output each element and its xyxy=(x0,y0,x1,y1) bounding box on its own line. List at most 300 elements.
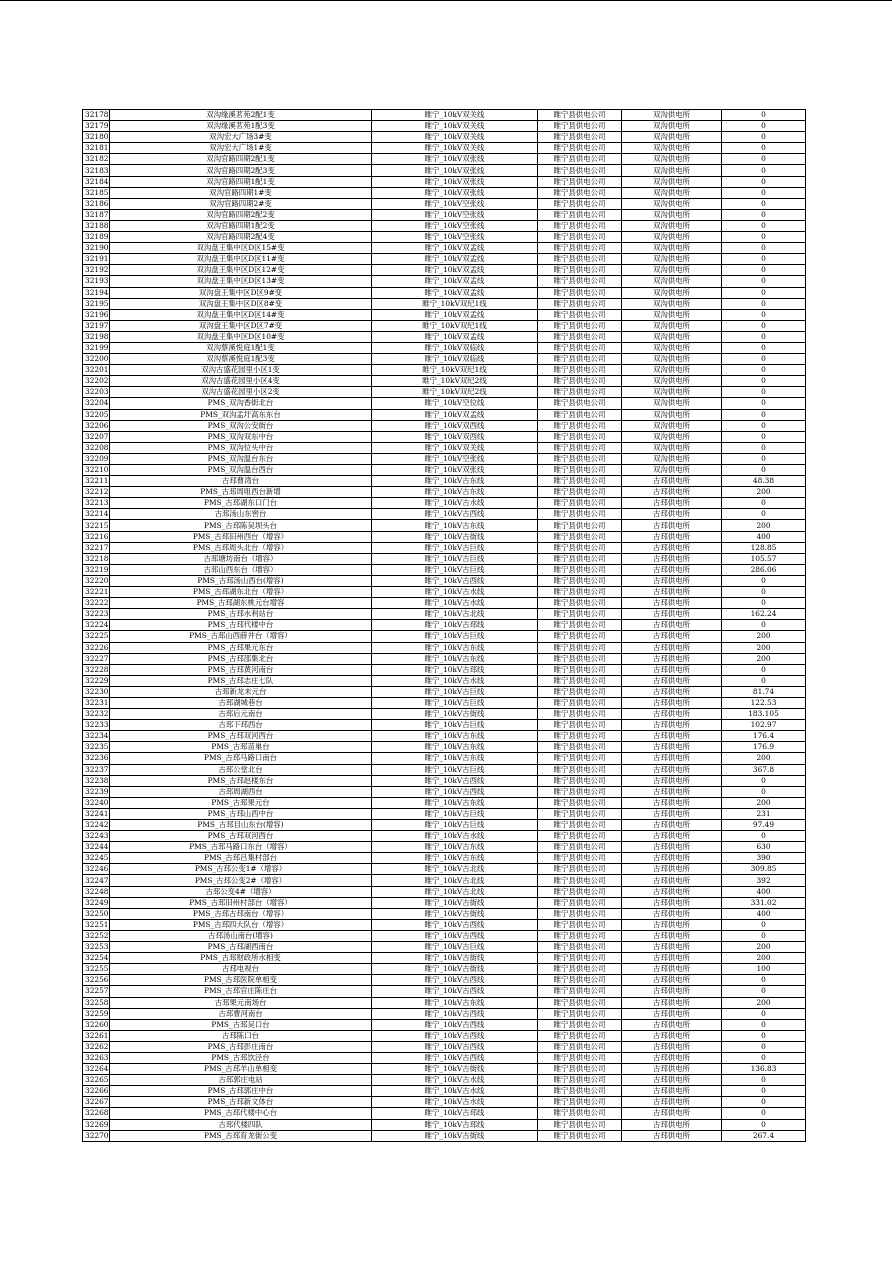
table-row xyxy=(83,642,806,653)
feeder-line-cell: 睢宁_10kV双关线 xyxy=(372,121,538,132)
station-cell: 双沟供电所 xyxy=(622,232,722,243)
row-id-cell: 32236 xyxy=(83,753,110,764)
table-row xyxy=(83,121,806,132)
table-row xyxy=(83,276,806,287)
feeder-line-cell: 睢宁_10kV空张线 xyxy=(372,232,538,243)
station-cell: 古邳供电所 xyxy=(622,1030,722,1041)
row-id-cell: 32189 xyxy=(83,232,110,243)
company-cell: 睢宁县供电公司 xyxy=(538,575,622,586)
transformer-name-cell: 双沟盘王集中区D区15#变 xyxy=(110,243,372,254)
feeder-line-cell: 睢宁_10kV古巨线 xyxy=(372,820,538,831)
feeder-line-cell: 睢宁_10kV双张线 xyxy=(372,465,538,476)
row-id-cell: 32206 xyxy=(83,420,110,431)
value-cell: 400 xyxy=(722,908,806,919)
value-cell: 0 xyxy=(722,176,806,187)
table-row xyxy=(83,820,806,831)
feeder-line-cell: 睢宁_10kV古邳线 xyxy=(372,1108,538,1119)
station-cell: 双沟供电所 xyxy=(622,453,722,464)
company-cell: 睢宁县供电公司 xyxy=(538,864,622,875)
row-id-cell: 32253 xyxy=(83,942,110,953)
table-row xyxy=(83,753,806,764)
transformer-name-cell: PMS_古邳代楼中心台 xyxy=(110,1108,372,1119)
row-id-cell: 32247 xyxy=(83,875,110,886)
transformer-name-cell: 双沟盘王集中区D区13#变 xyxy=(110,276,372,287)
value-cell: 200 xyxy=(722,797,806,808)
station-cell: 双沟供电所 xyxy=(622,132,722,143)
transformer-name-cell: PMS_古邳水利站台 xyxy=(110,609,372,620)
station-cell: 古邳供电所 xyxy=(622,1075,722,1086)
value-cell: 0 xyxy=(722,276,806,287)
company-cell: 睢宁县供电公司 xyxy=(538,564,622,575)
value-cell: 200 xyxy=(722,753,806,764)
feeder-line-cell: 睢宁_10kV古西线 xyxy=(372,919,538,930)
company-cell: 睢宁县供电公司 xyxy=(538,820,622,831)
table-row xyxy=(83,930,806,941)
value-cell: 0 xyxy=(722,598,806,609)
transformer-name-cell: PMS_古邳山西薛井台（增容） xyxy=(110,631,372,642)
transformer-name-cell: PMS_古邳财政所水相变 xyxy=(110,953,372,964)
row-id-cell: 32227 xyxy=(83,653,110,664)
row-id-cell: 32259 xyxy=(83,1008,110,1019)
value-cell: 0 xyxy=(722,398,806,409)
station-cell: 古邳供电所 xyxy=(622,631,722,642)
row-id-cell: 32208 xyxy=(83,442,110,453)
value-cell: 183.105 xyxy=(722,709,806,720)
table-row xyxy=(83,1064,806,1075)
feeder-line-cell: 睢宁_10kV空张线 xyxy=(372,220,538,231)
feeder-line-cell: 睢宁_10kV古西线 xyxy=(372,1008,538,1019)
value-cell: 200 xyxy=(722,942,806,953)
table-row xyxy=(83,365,806,376)
transformer-name-cell: 古邳公堂北台 xyxy=(110,764,372,775)
value-cell: 0 xyxy=(722,420,806,431)
value-cell: 630 xyxy=(722,842,806,853)
station-cell: 古邳供电所 xyxy=(622,1041,722,1052)
station-cell: 双沟供电所 xyxy=(622,420,722,431)
station-cell: 双沟供电所 xyxy=(622,287,722,298)
value-cell: 0 xyxy=(722,1052,806,1063)
table-row xyxy=(83,875,806,886)
table-row xyxy=(83,198,806,209)
table-row xyxy=(83,864,806,875)
station-cell: 古邳供电所 xyxy=(622,709,722,720)
company-cell: 睢宁县供电公司 xyxy=(538,786,622,797)
value-cell: 0 xyxy=(722,132,806,143)
station-cell: 古邳供电所 xyxy=(622,997,722,1008)
station-cell: 古邳供电所 xyxy=(622,498,722,509)
transformer-name-cell: 古邳山西东台（增容） xyxy=(110,564,372,575)
row-id-cell: 32209 xyxy=(83,453,110,464)
station-cell: 古邳供电所 xyxy=(622,587,722,598)
feeder-line-cell: 睢宁_10kV古邳线 xyxy=(372,664,538,675)
row-id-cell: 32234 xyxy=(83,731,110,742)
row-id-cell: 32238 xyxy=(83,775,110,786)
row-id-cell: 32197 xyxy=(83,320,110,331)
station-cell: 古邳供电所 xyxy=(622,786,722,797)
value-cell: 0 xyxy=(722,431,806,442)
table-row xyxy=(83,886,806,897)
row-id-cell: 32198 xyxy=(83,331,110,342)
station-cell: 双沟供电所 xyxy=(622,165,722,176)
value-cell: 48.38 xyxy=(722,476,806,487)
table-row xyxy=(83,265,806,276)
transformer-name-cell: 古邳郭庄电站 xyxy=(110,1075,372,1086)
table-row xyxy=(83,442,806,453)
company-cell: 睢宁县供电公司 xyxy=(538,398,622,409)
row-id-cell: 32230 xyxy=(83,686,110,697)
value-cell: 0 xyxy=(722,154,806,165)
company-cell: 睢宁县供电公司 xyxy=(538,243,622,254)
row-id-cell: 32216 xyxy=(83,531,110,542)
company-cell: 睢宁县供电公司 xyxy=(538,930,622,941)
transformer-name-cell: 双沟古盛花园里小区2变 xyxy=(110,387,372,398)
value-cell: 0 xyxy=(722,110,806,121)
transformer-name-cell: PMS_古邳山西中台 xyxy=(110,808,372,819)
transformer-name-cell: PMS_古邳志庄七队 xyxy=(110,675,372,686)
table-row xyxy=(83,476,806,487)
feeder-line-cell: 睢宁_10kV古西线 xyxy=(372,786,538,797)
company-cell: 睢宁县供电公司 xyxy=(538,675,622,686)
company-cell: 睢宁县供电公司 xyxy=(538,531,622,542)
transformer-name-cell: PMS_古邳四大队台（增容） xyxy=(110,919,372,930)
station-cell: 古邳供电所 xyxy=(622,1097,722,1108)
table-row xyxy=(83,1119,806,1130)
station-cell: 古邳供电所 xyxy=(622,476,722,487)
value-cell: 0 xyxy=(722,220,806,231)
station-cell: 双沟供电所 xyxy=(622,243,722,254)
table-row xyxy=(83,143,806,154)
feeder-line-cell: 睢宁_10kV双孟线 xyxy=(372,265,538,276)
station-cell: 古邳供电所 xyxy=(622,1119,722,1130)
table-row xyxy=(83,354,806,365)
row-id-cell: 32221 xyxy=(83,587,110,598)
row-id-cell: 32243 xyxy=(83,831,110,842)
company-cell: 睢宁县供电公司 xyxy=(538,653,622,664)
row-id-cell: 32252 xyxy=(83,930,110,941)
station-cell: 古邳供电所 xyxy=(622,564,722,575)
value-cell: 0 xyxy=(722,354,806,365)
feeder-line-cell: 睢宁_10kV双张线 xyxy=(372,165,538,176)
transformer-name-cell: 古邳塘坊南台（增容） xyxy=(110,553,372,564)
transformer-name-cell: PMS_古邳湖西南台 xyxy=(110,942,372,953)
value-cell: 0 xyxy=(722,287,806,298)
company-cell: 睢宁县供电公司 xyxy=(538,853,622,864)
feeder-line-cell: 睢宁_10kV古东线 xyxy=(372,653,538,664)
feeder-line-cell: 睢宁_10kV双张线 xyxy=(372,187,538,198)
table-row xyxy=(83,598,806,609)
row-id-cell: 32239 xyxy=(83,786,110,797)
value-cell: 0 xyxy=(722,365,806,376)
row-id-cell: 32200 xyxy=(83,354,110,365)
row-id-cell: 32251 xyxy=(83,919,110,930)
transformer-name-cell: PMS_古邳官庄陈庄台 xyxy=(110,986,372,997)
station-cell: 古邳供电所 xyxy=(622,964,722,975)
table-row xyxy=(83,1130,806,1141)
station-cell: 古邳供电所 xyxy=(622,875,722,886)
station-cell: 双沟供电所 xyxy=(622,298,722,309)
table-row xyxy=(83,1030,806,1041)
row-id-cell: 32240 xyxy=(83,797,110,808)
row-id-cell: 32222 xyxy=(83,598,110,609)
table-row xyxy=(83,709,806,720)
value-cell: 0 xyxy=(722,453,806,464)
company-cell: 睢宁县供电公司 xyxy=(538,453,622,464)
station-cell: 双沟供电所 xyxy=(622,276,722,287)
value-cell: 0 xyxy=(722,243,806,254)
station-cell: 古邳供电所 xyxy=(622,1019,722,1030)
table-row xyxy=(83,742,806,753)
company-cell: 睢宁县供电公司 xyxy=(538,1130,622,1141)
feeder-line-cell: 睢宁_10kV双纪2线 xyxy=(372,376,538,387)
value-cell: 231 xyxy=(722,808,806,819)
transformer-name-cell: PMS_古邳果元台 xyxy=(110,797,372,808)
company-cell: 睢宁县供电公司 xyxy=(538,121,622,132)
value-cell: 267.4 xyxy=(722,1130,806,1141)
company-cell: 睢宁县供电公司 xyxy=(538,476,622,487)
row-id-cell: 32183 xyxy=(83,165,110,176)
feeder-line-cell: 睢宁_10kV古北线 xyxy=(372,875,538,886)
company-cell: 睢宁县供电公司 xyxy=(538,187,622,198)
company-cell: 睢宁县供电公司 xyxy=(538,587,622,598)
feeder-line-cell: 睢宁_10kV古东线 xyxy=(372,731,538,742)
feeder-line-cell: 睢宁_10kV古街线 xyxy=(372,908,538,919)
feeder-line-cell: 睢宁_10kV双纪2线 xyxy=(372,387,538,398)
transformer-name-cell: 古邳曹湾台 xyxy=(110,476,372,487)
transformer-name-cell: 双沟官路四期2#变 xyxy=(110,198,372,209)
value-cell: 0 xyxy=(722,1041,806,1052)
table-row xyxy=(83,220,806,231)
transformer-name-cell: PMS_古邳公变2#（增容） xyxy=(110,875,372,886)
station-cell: 古邳供电所 xyxy=(622,731,722,742)
company-cell: 睢宁县供电公司 xyxy=(538,254,622,265)
transformer-name-cell: 双沟官路四期2配3变 xyxy=(110,165,372,176)
company-cell: 睢宁县供电公司 xyxy=(538,1019,622,1030)
station-cell: 古邳供电所 xyxy=(622,775,722,786)
company-cell: 睢宁县供电公司 xyxy=(538,431,622,442)
feeder-line-cell: 睢宁_10kV双孟线 xyxy=(372,309,538,320)
company-cell: 睢宁县供电公司 xyxy=(538,387,622,398)
station-cell: 双沟供电所 xyxy=(622,110,722,121)
feeder-line-cell: 睢宁_10kV古巨线 xyxy=(372,542,538,553)
station-cell: 双沟供电所 xyxy=(622,431,722,442)
company-cell: 睢宁县供电公司 xyxy=(538,487,622,498)
feeder-line-cell: 睢宁_10kV古水线 xyxy=(372,1086,538,1097)
table-row xyxy=(83,110,806,121)
table-row xyxy=(83,1075,806,1086)
table-row xyxy=(83,797,806,808)
row-id-cell: 32269 xyxy=(83,1119,110,1130)
table-row xyxy=(83,587,806,598)
table-row xyxy=(83,420,806,431)
station-cell: 双沟供电所 xyxy=(622,254,722,265)
transformer-name-cell: PMS_古邳湖东口门台 xyxy=(110,498,372,509)
feeder-line-cell: 睢宁_10kV古水线 xyxy=(372,1097,538,1108)
transformer-name-cell: PMS_双沟香街北台 xyxy=(110,398,372,409)
transformer-name-cell: PMS_双沟双东中台 xyxy=(110,431,372,442)
station-cell: 古邳供电所 xyxy=(622,487,722,498)
row-id-cell: 32235 xyxy=(83,742,110,753)
company-cell: 睢宁县供电公司 xyxy=(538,808,622,819)
table-row xyxy=(83,509,806,520)
table-row xyxy=(83,553,806,564)
row-id-cell: 32260 xyxy=(83,1019,110,1030)
transformer-name-cell: PMS_古邳周咀西台新增 xyxy=(110,487,372,498)
row-id-cell: 32262 xyxy=(83,1041,110,1052)
table-row xyxy=(83,686,806,697)
row-id-cell: 32228 xyxy=(83,664,110,675)
transformer-name-cell: 双沟古盛花园里小区4变 xyxy=(110,376,372,387)
company-cell: 睢宁县供电公司 xyxy=(538,143,622,154)
row-id-cell: 32199 xyxy=(83,342,110,353)
value-cell: 200 xyxy=(722,653,806,664)
station-cell: 古邳供电所 xyxy=(622,908,722,919)
feeder-line-cell: 睢宁_10kV空张线 xyxy=(372,453,538,464)
table-row xyxy=(83,775,806,786)
value-cell: 0 xyxy=(722,498,806,509)
value-cell: 0 xyxy=(722,1075,806,1086)
row-id-cell: 32264 xyxy=(83,1064,110,1075)
table-row xyxy=(83,254,806,265)
value-cell: 81.74 xyxy=(722,686,806,697)
value-cell: 0 xyxy=(722,1119,806,1130)
row-id-cell: 32212 xyxy=(83,487,110,498)
transformer-name-cell: PMS_古邳果元东台 xyxy=(110,642,372,653)
feeder-line-cell: 睢宁_10kV双关线 xyxy=(372,110,538,121)
row-id-cell: 32254 xyxy=(83,953,110,964)
row-id-cell: 32237 xyxy=(83,764,110,775)
table-row xyxy=(83,542,806,553)
transformer-name-cell: 双沟盘王集中区D区8#变 xyxy=(110,298,372,309)
transformer-name-cell: PMS_双沟孟圩高东东台 xyxy=(110,409,372,420)
table-row xyxy=(83,953,806,964)
company-cell: 睢宁县供电公司 xyxy=(538,609,622,620)
transformer-name-cell: PMS_古邳新文体台 xyxy=(110,1097,372,1108)
transformer-name-cell: PMS_古邳公变1#（增容） xyxy=(110,864,372,875)
table-row xyxy=(83,132,806,143)
value-cell: 0 xyxy=(722,331,806,342)
company-cell: 睢宁县供电公司 xyxy=(538,664,622,675)
row-id-cell: 32196 xyxy=(83,309,110,320)
station-cell: 古邳供电所 xyxy=(622,897,722,908)
feeder-line-cell: 睢宁_10kV古巨线 xyxy=(372,720,538,731)
row-id-cell: 32210 xyxy=(83,465,110,476)
value-cell: 97.49 xyxy=(722,820,806,831)
table-row xyxy=(83,176,806,187)
value-cell: 100 xyxy=(722,964,806,975)
feeder-line-cell: 睢宁_10kV双孟线 xyxy=(372,243,538,254)
station-cell: 双沟供电所 xyxy=(622,265,722,276)
transformer-name-cell: PMS_古邳湖东北台（增容） xyxy=(110,587,372,598)
transformer-name-cell: 双沟盘王集中区D区7#变 xyxy=(110,320,372,331)
value-cell: 200 xyxy=(722,642,806,653)
feeder-line-cell: 睢宁_10kV古邳线 xyxy=(372,1119,538,1130)
company-cell: 睢宁县供电公司 xyxy=(538,276,622,287)
station-cell: 双沟供电所 xyxy=(622,398,722,409)
feeder-line-cell: 睢宁_10kV古东线 xyxy=(372,742,538,753)
company-cell: 睢宁县供电公司 xyxy=(538,320,622,331)
table-row xyxy=(83,232,806,243)
transformer-name-cell: PMS_古邳目山东台(增容) xyxy=(110,820,372,831)
company-cell: 睢宁县供电公司 xyxy=(538,498,622,509)
table-row xyxy=(83,453,806,464)
station-cell: 古邳供电所 xyxy=(622,831,722,842)
transformer-name-cell: 双沟宏大广场1#变 xyxy=(110,143,372,154)
table-row xyxy=(83,975,806,986)
table-body xyxy=(83,110,806,1142)
value-cell: 309.85 xyxy=(722,864,806,875)
table-row xyxy=(83,853,806,864)
row-id-cell: 32241 xyxy=(83,808,110,819)
transformer-name-cell: 双沟蔡溪悦庭1配3变 xyxy=(110,354,372,365)
table-row xyxy=(83,620,806,631)
row-id-cell: 32181 xyxy=(83,143,110,154)
feeder-line-cell: 睢宁_10kV双孟线 xyxy=(372,276,538,287)
station-cell: 双沟供电所 xyxy=(622,121,722,132)
company-cell: 睢宁县供电公司 xyxy=(538,365,622,376)
transformer-name-cell: 双沟官路四期2配4变 xyxy=(110,232,372,243)
feeder-line-cell: 睢宁_10kV古水线 xyxy=(372,831,538,842)
transformer-name-cell: 双沟盘王集中区D区11#变 xyxy=(110,254,372,265)
transformer-name-cell: 古邳汤山南台(增容) xyxy=(110,930,372,941)
row-id-cell: 32205 xyxy=(83,409,110,420)
row-id-cell: 32215 xyxy=(83,520,110,531)
table-row xyxy=(83,919,806,930)
transformer-name-cell: 双沟盘王集中区D区12#变 xyxy=(110,265,372,276)
station-cell: 古邳供电所 xyxy=(622,675,722,686)
value-cell: 0 xyxy=(722,198,806,209)
station-cell: 古邳供电所 xyxy=(622,919,722,930)
company-cell: 睢宁县供电公司 xyxy=(538,354,622,365)
company-cell: 睢宁县供电公司 xyxy=(538,764,622,775)
station-cell: 双沟供电所 xyxy=(622,187,722,198)
transformer-name-cell: PMS_古邳吴口台 xyxy=(110,1019,372,1030)
feeder-line-cell: 睢宁_10kV古邳线 xyxy=(372,620,538,631)
company-cell: 睢宁县供电公司 xyxy=(538,697,622,708)
station-cell: 古邳供电所 xyxy=(622,697,722,708)
value-cell: 390 xyxy=(722,853,806,864)
station-cell: 古邳供电所 xyxy=(622,886,722,897)
station-cell: 古邳供电所 xyxy=(622,742,722,753)
value-cell: 0 xyxy=(722,986,806,997)
feeder-line-cell: 睢宁_10kV古水线 xyxy=(372,587,538,598)
transformer-name-cell: PMS_双沟公安街台 xyxy=(110,420,372,431)
table-row xyxy=(83,964,806,975)
value-cell: 0 xyxy=(722,575,806,586)
station-cell: 古邳供电所 xyxy=(622,808,722,819)
value-cell: 0 xyxy=(722,320,806,331)
value-cell: 0 xyxy=(722,254,806,265)
company-cell: 睢宁县供电公司 xyxy=(538,1041,622,1052)
table-row xyxy=(83,564,806,575)
transformer-name-cell: 古邳电视台 xyxy=(110,964,372,975)
company-cell: 睢宁县供电公司 xyxy=(538,642,622,653)
station-cell: 双沟供电所 xyxy=(622,320,722,331)
station-cell: 古邳供电所 xyxy=(622,1008,722,1019)
feeder-line-cell: 睢宁_10kV双西线 xyxy=(372,431,538,442)
company-cell: 睢宁县供电公司 xyxy=(538,598,622,609)
transformer-name-cell: 古邳公变4#（增容） xyxy=(110,886,372,897)
feeder-line-cell: 睢宁_10kV双纪1线 xyxy=(372,320,538,331)
transformer-name-cell: PMS_古邳湖东桃元台增容 xyxy=(110,598,372,609)
feeder-line-cell: 睢宁_10kV古北线 xyxy=(372,609,538,620)
row-id-cell: 32270 xyxy=(83,1130,110,1141)
station-cell: 双沟供电所 xyxy=(622,342,722,353)
value-cell: 392 xyxy=(722,875,806,886)
station-cell: 古邳供电所 xyxy=(622,598,722,609)
row-id-cell: 32229 xyxy=(83,675,110,686)
value-cell: 200 xyxy=(722,953,806,964)
row-id-cell: 32261 xyxy=(83,1030,110,1041)
